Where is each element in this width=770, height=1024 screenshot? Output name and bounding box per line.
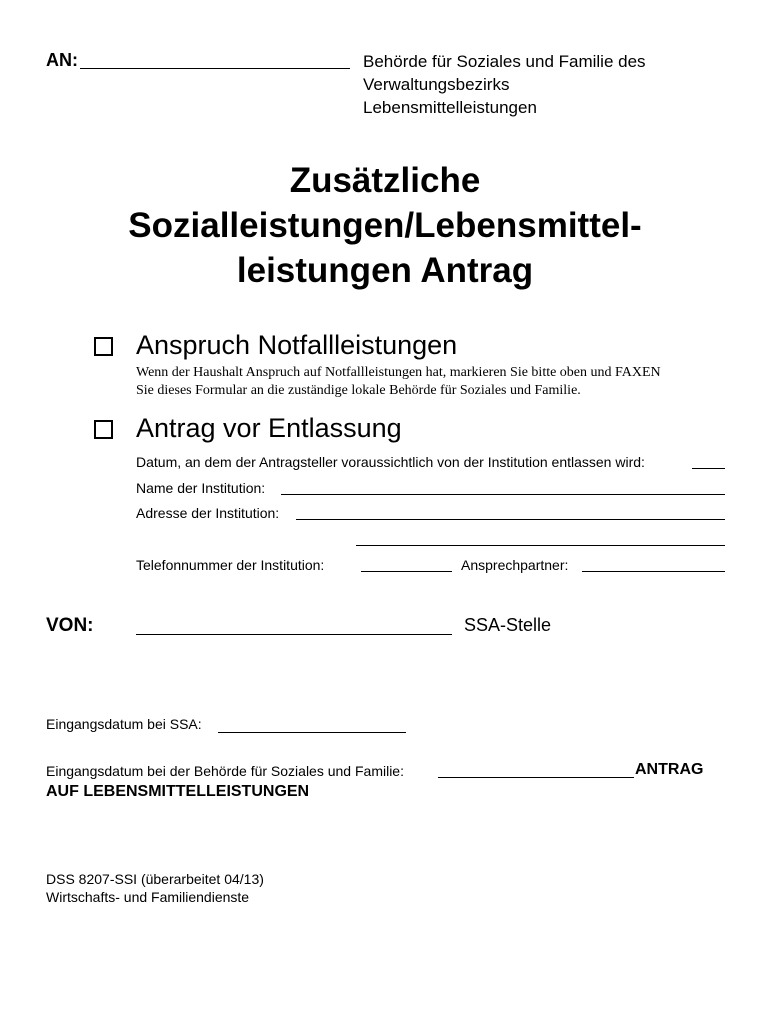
agency-line-3: Lebensmittelleistungen [363, 98, 537, 117]
ssa-received-date-label: Eingangsdatum bei SSA: [46, 716, 202, 732]
contact-person-label: Ansprechpartner: [461, 557, 569, 573]
emergency-benefits-checkbox[interactable] [94, 337, 113, 356]
agency-line-1: Behörde für Soziales und Familie des [363, 52, 646, 71]
title-line-3: leistungen Antrag [236, 251, 534, 290]
ssa-office-label: SSA-Stelle [464, 615, 552, 635]
institution-phone-label: Telefonnummer der Institution: [136, 557, 325, 573]
emergency-description-line-2: Sie dieses Formular an die zuständige lokale Behörde für Soziales und Familie. [136, 383, 581, 398]
institution-name-field[interactable] [281, 494, 725, 495]
to-field-line[interactable] [80, 68, 350, 69]
from-label: VON: [46, 615, 94, 636]
emergency-benefits-title: Anspruch Notfallleistungen [136, 330, 458, 360]
institution-phone-field[interactable] [361, 571, 452, 572]
application-heading-part-2: AUF LEBENSMITTELLEISTUNGEN [46, 783, 310, 800]
release-date-field[interactable] [692, 468, 725, 469]
form-footer [46, 870, 264, 906]
agency-line-2: Verwaltungsbezirks [363, 75, 510, 94]
institution-address-label: Adresse der Institution: [136, 505, 280, 521]
institution-address-field[interactable] [296, 519, 725, 520]
contact-person-field[interactable] [582, 571, 725, 572]
to-label: AN: [46, 50, 78, 70]
prerelease-application-title: Antrag vor Entlassung [136, 413, 402, 443]
department-name: Wirtschafts- und Familiendienste [46, 889, 250, 905]
dss-received-date-label: Eingangsdatum bei der Behörde für Soziales und Familie: [46, 763, 404, 779]
from-field-line[interactable] [136, 634, 452, 635]
form-number: DSS 8207-SSI (überarbeitet 04/13) [46, 871, 264, 887]
release-date-label: Datum, an dem der Antragsteller voraussichtlich von der Institution entlassen wird: [136, 454, 645, 470]
institution-address-field-line-2[interactable] [356, 545, 725, 546]
institution-name-label: Name der Institution: [136, 480, 266, 496]
agency-address [363, 50, 646, 119]
title-line-2: Sozialleistungen/Lebensmittel- [128, 206, 642, 245]
application-heading-part-1: ANTRAG [635, 761, 704, 778]
dss-received-date-field[interactable] [438, 777, 634, 778]
prerelease-application-checkbox[interactable] [94, 420, 113, 439]
title-line-1: Zusätzliche [289, 161, 481, 200]
emergency-description-line-1: Wenn der Haushalt Anspruch auf Notfallleistungen hat, markieren Sie bitte oben und FAXEN [136, 365, 661, 380]
emergency-benefits-description [136, 364, 661, 400]
page-title [0, 158, 770, 293]
ssa-received-date-field[interactable] [218, 732, 406, 733]
